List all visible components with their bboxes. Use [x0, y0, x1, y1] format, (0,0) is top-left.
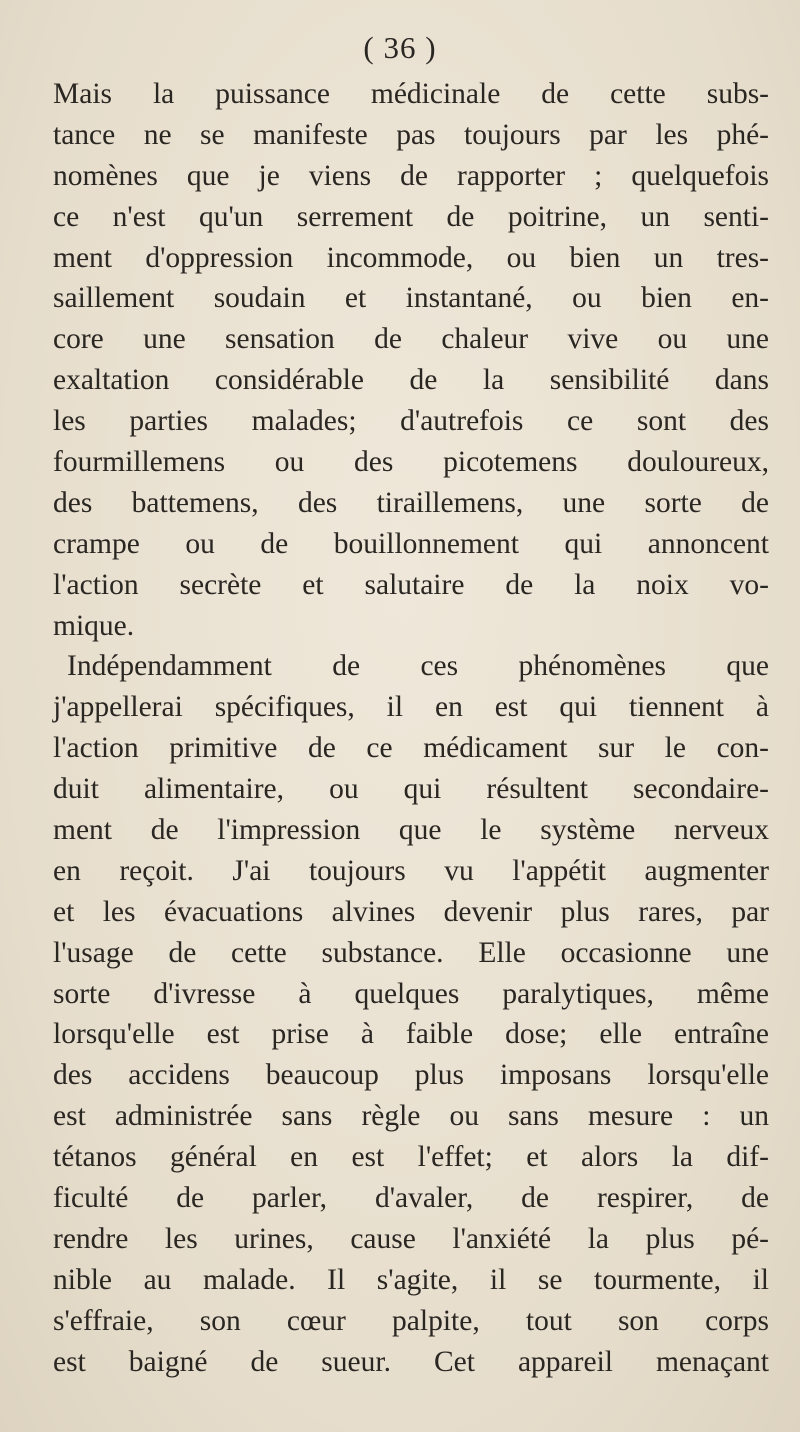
text-line: est administrée sans règle ou sans mesure : un [53, 1100, 769, 1133]
text-line: fourmillemens ou des picotemens douloureux, [53, 446, 769, 479]
text-line: sorte d'ivresse à quelques paralytiques, même [53, 977, 769, 1010]
text-line: l'action secrète et salutaire de la noix vo- [53, 568, 769, 601]
text-line: s'effraie, son cœur palpite, tout son corps [53, 1304, 769, 1337]
text-line: et les évacuations alvines devenir plus rares, par [53, 895, 769, 928]
text-line: saillement soudain et instantané, ou bien en- [53, 282, 769, 315]
text-line: core une sensation de chaleur vive ou une [53, 323, 769, 356]
text-line: Mais la puissance médicinale de cette subs- [53, 78, 769, 110]
text-line: l'action primitive de ce médicament sur le con- [53, 732, 769, 765]
text-line: duit alimentaire, ou qui résultent secondaire- [53, 773, 769, 806]
text-line: rendre les urines, cause l'anxiété la plus pé- [53, 1222, 769, 1255]
text-line: j'appellerai spécifiques, il en est qui tiennent à [53, 691, 769, 724]
text-line: les parties malades; d'autrefois ce sont des [53, 405, 769, 438]
text-line: des accidens beaucoup plus imposans lorsqu'elle [53, 1059, 769, 1092]
text-line: mique. [53, 609, 135, 642]
text-line: ce n'est qu'un serrement de poitrine, un senti- [53, 200, 769, 233]
text-line: ficulté de parler, d'avaler, de respirer, de [53, 1182, 769, 1215]
text-line: ment d'oppression incommode, ou bien un tres- [53, 241, 769, 274]
text-line: exaltation considérable de la sensibilité dans [53, 364, 769, 397]
body-text [53, 74, 769, 1383]
text-line: lorsqu'elle est prise à faible dose; elle entraîne [53, 1018, 769, 1051]
text-line: nomènes que je viens de rapporter ; quelquefois [53, 159, 769, 192]
page-number: ( 36 ) [363, 30, 437, 65]
text-line: tance ne se manifeste pas toujours par les phé- [53, 118, 769, 151]
text-line: tétanos général en est l'effet; et alors la dif- [53, 1141, 769, 1174]
text-line: l'usage de cette substance. Elle occasionne une [53, 936, 769, 969]
text-line: des battemens, des tiraillemens, une sorte de [53, 486, 769, 519]
text-line: ment de l'impression que le système nerveux [53, 814, 769, 847]
text-line: en reçoit. J'ai toujours vu l'appétit augmenter [53, 854, 769, 887]
text-line: crampe ou de bouillonnement qui annoncent [53, 527, 769, 560]
text-line: est baigné de sueur. Cet appareil menaçant [53, 1345, 769, 1378]
text-line: nible au malade. Il s'agite, il se tourmente, il [53, 1263, 769, 1296]
text-line: Indépendamment de ces phénomènes que [67, 650, 769, 683]
